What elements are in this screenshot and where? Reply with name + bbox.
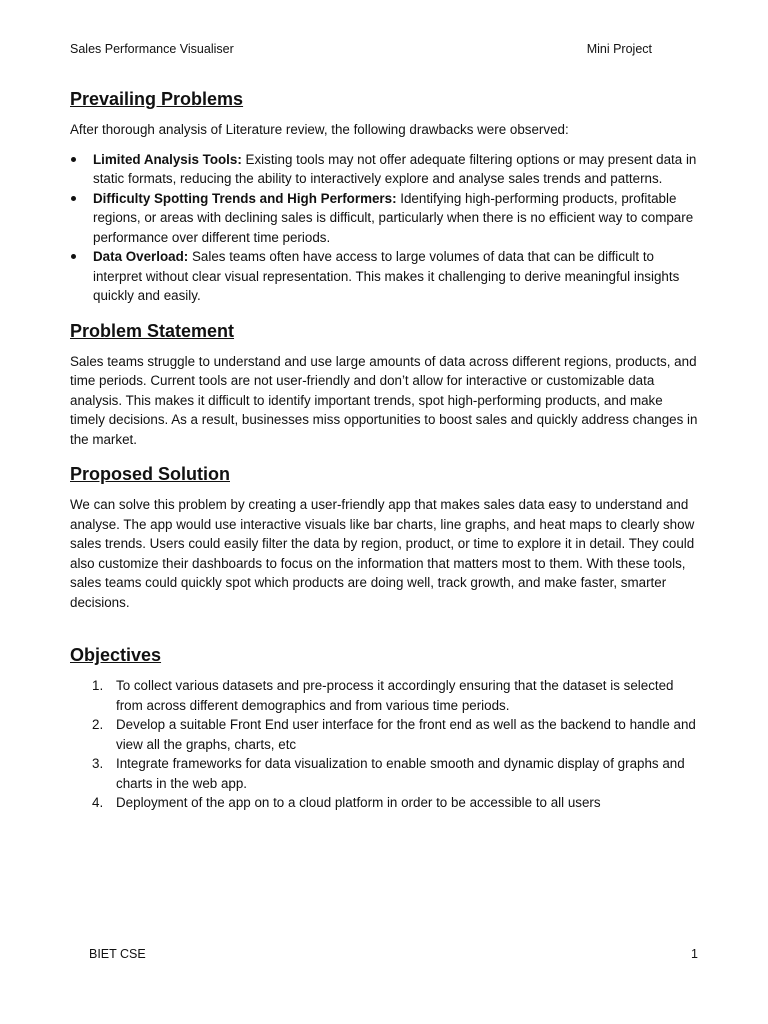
item-text: Existing tools may not offer adequate filtering options or may present data in static formats, reducing the ability to interactively explore and analyse sales trends and patterns. [93,151,697,186]
item-text: Sales teams often have access to large volumes of data that can be difficult to interpret without clear visual representation. This makes it challenging to derive meaningful insights quickly and easily. [93,249,680,303]
objectives-heading: Objectives [70,645,162,665]
objectives-section [70,644,700,813]
item-term: Difficulty Spotting Trends and High Performers: [93,190,397,206]
list-item [70,189,700,248]
list-item [70,247,700,306]
page-header [70,42,652,56]
proposed-solution-heading: Proposed Solution [70,464,230,484]
item-term: Limited Analysis Tools: [93,151,242,167]
item-text: Integrate frameworks for data visualization to enable smooth and dynamic display of graphs and charts in the web app. [116,756,685,791]
page-number: 1 [691,947,698,961]
footer-department: BIET CSE [89,947,146,961]
document-body [70,88,700,827]
bullet-icon [71,254,76,259]
drawbacks-list [70,150,700,306]
problem-statement-section [70,320,700,450]
item-text: Identifying high-performing products, profitable regions, or areas with declining sales is difficult, particularly when there is no efficient way to compare performance over different time periods. [93,190,694,245]
item-number: 2. [92,717,104,732]
list-item [70,754,700,793]
header-project: Mini Project [586,42,652,56]
item-number: 4. [92,795,104,810]
list-item [70,676,700,715]
bullet-icon [71,157,76,162]
list-item [70,793,700,813]
proposed-solution-section [70,463,700,612]
prevailing-intro: After thorough analysis of Literature review, the following drawbacks were observed: [70,122,569,137]
item-number: 1. [92,678,104,693]
page-footer [89,947,698,961]
prevailing-problems-heading: Prevailing Problems [70,89,244,109]
objectives-list [70,676,700,813]
item-text: To collect various datasets and pre-process it accordingly ensuring that the dataset is selected from across different demographics and from various time periods. [116,678,674,713]
item-text: Deployment of the app on to a cloud platform in order to be accessible to all users [116,795,601,810]
problem-statement-body: Sales teams struggle to understand and use large amounts of data across different regions, products, and time periods. Current tools are not user-friendly and don’t allow for interactive or customizable data analysis. This makes it difficult to identify important trends, spot high-performing products, and make timely decisions. As a result, businesses miss opportunities to boost sales and quickly address changes in the market. [70,353,698,447]
prevailing-problems-section [70,88,700,306]
problem-statement-heading: Problem Statement [70,320,235,341]
header-title: Sales Performance Visualiser [70,42,234,56]
list-item [70,150,700,189]
item-text: Develop a suitable Front End user interface for the front end as well as the backend to handle and view all the graphs, charts, etc [116,717,696,752]
bullet-icon [71,196,76,201]
list-item [70,715,700,754]
proposed-solution-body: We can solve this problem by creating a user-friendly app that makes sales data easy to understand and analyse. The app would use interactive visuals like bar charts, line graphs, and heat maps to clearly show sales trends. Users could easily filter the data by region, product, or time to explore it in detail. They could also customize their dashboards to focus on the information that matters most to them. With these tools, sales teams could quickly spot which products are doing well, track growth, and make faster, smarter decisions. [70,497,695,610]
item-number: 3. [92,756,104,771]
item-term: Data Overload: [93,249,189,264]
